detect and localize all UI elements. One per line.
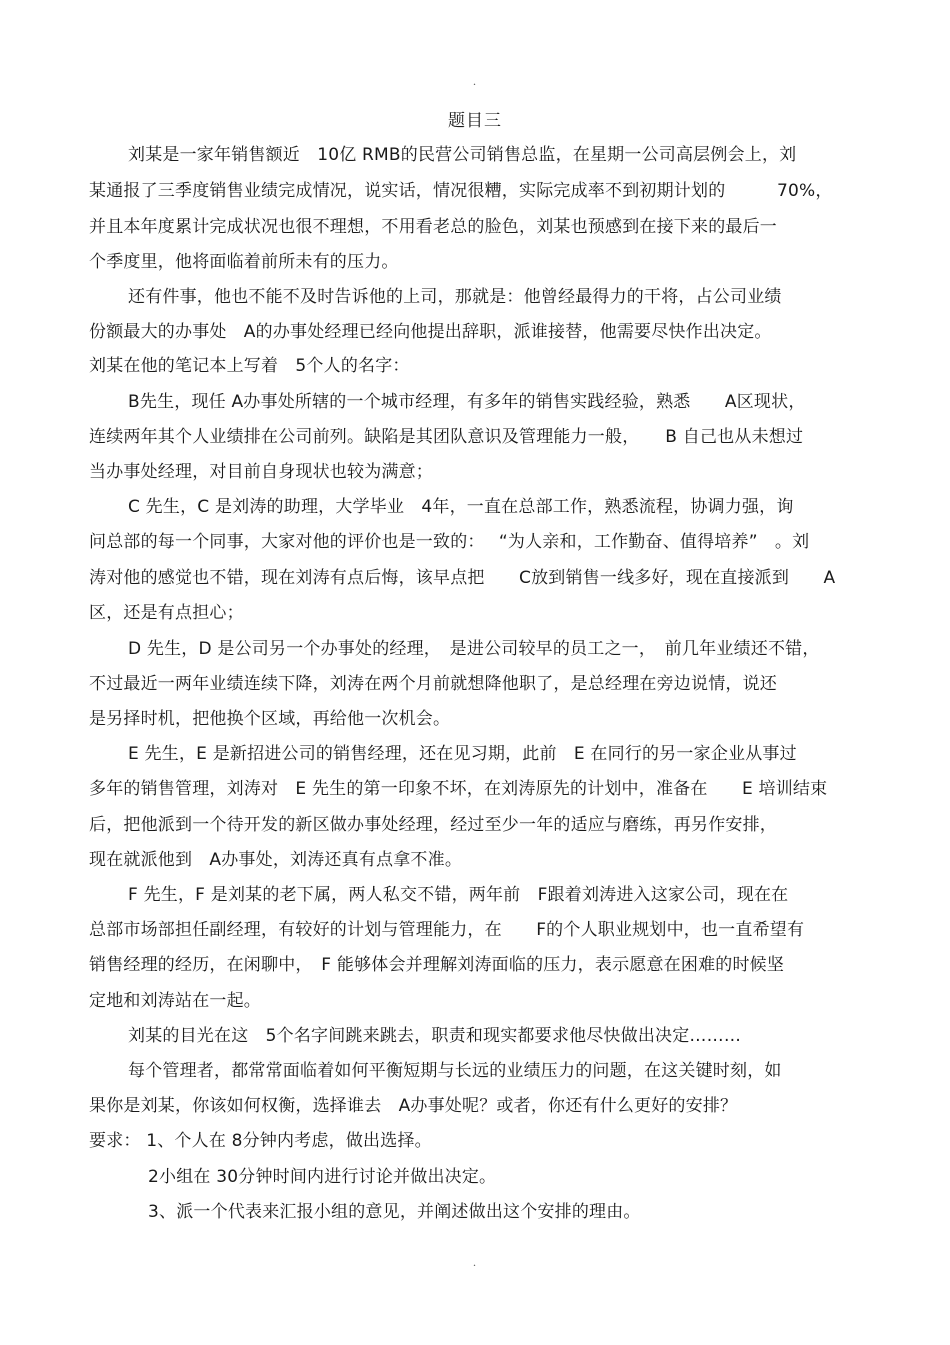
paragraph-line: 份额最大的办事处 A的办事处经理已经向他提出辞职，派谁接替，他需要尽快作出决定。 bbox=[89, 322, 772, 342]
requirement-line: 2小组在 30分钟时间内进行讨论并做出决定。 bbox=[148, 1167, 497, 1187]
candidate-c-line: C 先生，C 是刘涛的助理，大学毕业 4年，一直在总部工作，熟悉流程，协调力强，询 bbox=[128, 497, 794, 517]
bottom-page-mark: . bbox=[473, 1255, 476, 1269]
candidate-b-line: B先生，现任 A办事处所辖的一个城市经理，有多年的销售实践经验，熟悉 A区现状， bbox=[128, 392, 806, 412]
candidate-d-line: 不过最近一两年业绩连续下降，刘涛在两个月前就想降他职了，是总经理在旁边说情，说还 bbox=[89, 674, 777, 694]
requirement-line: 要求： 1、个人在 8分钟内考虑，做出选择。 bbox=[89, 1131, 432, 1151]
candidate-c-line: 问总部的每一个同事，大家对他的评价也是一致的： “为人亲和，工作勤奋、值得培养” 。刘 bbox=[89, 532, 810, 552]
candidate-f-line: 销售经理的经历，在闲聊中， F 能够体会并理解刘涛面临的压力，表示愿意在困难的时候坚 bbox=[89, 955, 785, 975]
candidate-d-line: 是另择时机，把他换个区域，再给他一次机会。 bbox=[89, 709, 451, 729]
paragraph-line: 刘某的目光在这 5个名字间跳来跳去，职责和现实都要求他尽快做出决定……… bbox=[128, 1026, 742, 1046]
document-title: 题目三 bbox=[448, 111, 502, 131]
paragraph-line: 并且本年度累计完成状况也很不理想，不用看老总的脸色，刘某也预感到在接下来的最后一 bbox=[89, 217, 777, 237]
question-line: 果你是刘某，你该如何权衡，选择谁去 A办事处呢？或者，你还有什么更好的安排？ bbox=[89, 1096, 738, 1116]
paragraph-line: 个季度里，他将面临着前所未有的压力。 bbox=[89, 252, 399, 272]
candidate-d-line: D 先生，D 是公司另一个办事处的经理， 是进公司较早的员工之一， 前几年业绩还不错， bbox=[128, 639, 820, 659]
question-line: 每个管理者，都常常面临着如何平衡短期与长远的业绩压力的问题，在这关键时刻，如 bbox=[128, 1061, 782, 1081]
candidate-f-line: 定地和刘涛站在一起。 bbox=[89, 991, 261, 1011]
candidate-b-line: 连续两年其个人业绩排在公司前列。缺陷是其团队意识及管理能力一般， B 自己也从未想过 bbox=[89, 427, 804, 447]
candidate-f-line: F 先生，F 是刘某的老下属，两人私交不错，两年前 F跟着刘涛进入这家公司，现在在 bbox=[128, 885, 789, 905]
candidate-b-line: 当办事处经理，对目前自身现状也较为满意； bbox=[89, 462, 433, 482]
candidate-e-line: 多年的销售管理，刘涛对 E 先生的第一印象不坏，在刘涛原先的计划中，准备在 E 培训结束 bbox=[89, 779, 828, 799]
candidate-e-line: 后，把他派到一个待开发的新区做办事处经理，经过至少一年的适应与磨练，再另作安排， bbox=[89, 815, 777, 835]
paragraph-line: 刘某在他的笔记本上写着 5个人的名字： bbox=[89, 356, 410, 376]
candidate-c-line: 涛对他的感觉也不错，现在刘涛有点后悔，该早点把 C放到销售一线多好，现在直接派到 A bbox=[89, 568, 836, 588]
candidate-e-line: E 先生，E 是新招进公司的销售经理，还在见习期，此前 E 在同行的另一家企业从事过 bbox=[128, 744, 797, 764]
candidate-f-line: 总部市场部担任副经理，有较好的计划与管理能力，在 F的个人职业规划中，也一直希望有 bbox=[89, 920, 805, 940]
paragraph-line: 某通报了三季度销售业绩完成情况，说实话，情况很糟，实际完成率不到初期计划的 70%， bbox=[89, 181, 833, 201]
requirement-line: 3、派一个代表来汇报小组的意见，并阐述做出这个安排的理由。 bbox=[148, 1202, 641, 1222]
candidate-e-line: 现在就派他到 A办事处，刘涛还真有点拿不准。 bbox=[89, 850, 463, 870]
paragraph-line: 还有件事，他也不能不及时告诉他的上司，那就是：他曾经最得力的干将，占公司业绩 bbox=[128, 287, 782, 307]
top-page-mark: . bbox=[473, 74, 476, 88]
candidate-c-line: 区，还是有点担心； bbox=[89, 603, 244, 623]
paragraph-line: 刘某是一家年销售额近 10亿 RMB的民营公司销售总监，在星期一公司高层例会上，刘 bbox=[128, 145, 797, 165]
